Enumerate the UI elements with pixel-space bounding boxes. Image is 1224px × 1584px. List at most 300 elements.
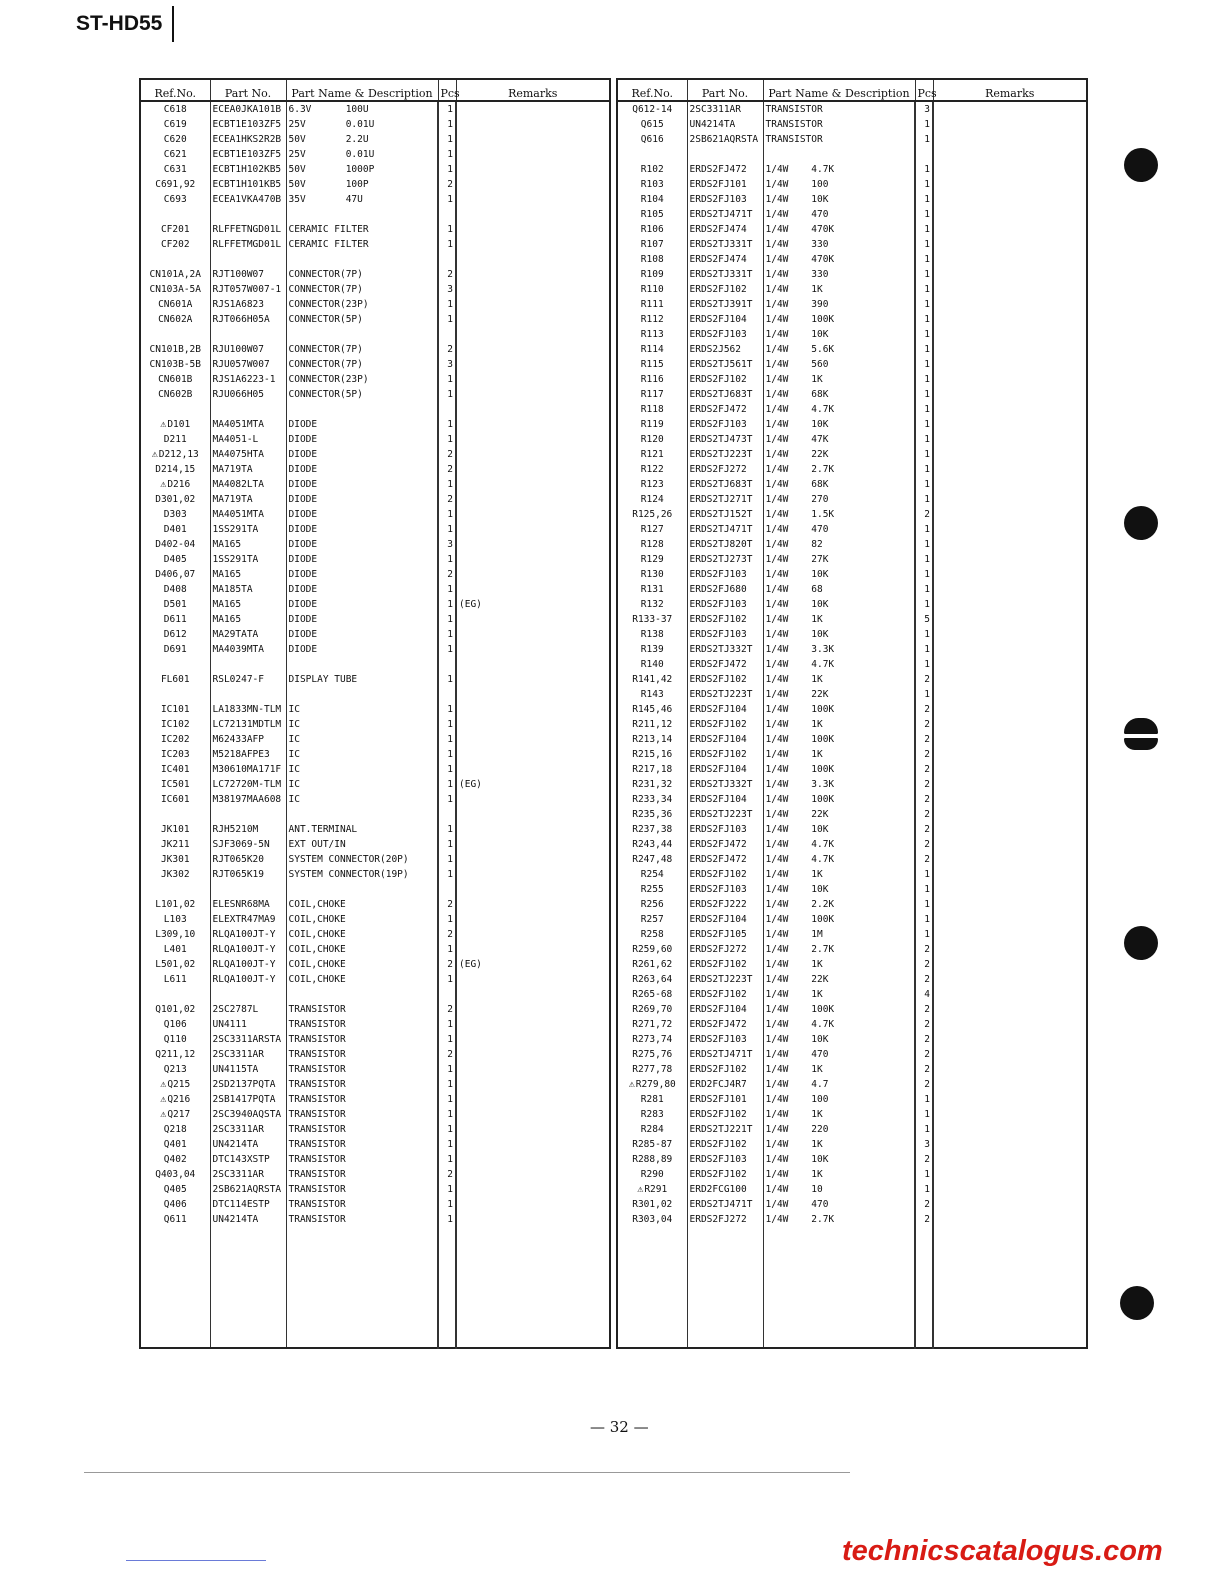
pcs-cell-text: 1	[447, 973, 453, 985]
part-no-cell-text: ERDS2TJ391T	[689, 298, 753, 310]
description-cell	[286, 642, 438, 657]
table-row	[140, 642, 610, 657]
binder-mark-bottom	[1124, 738, 1158, 750]
ref-cell	[140, 147, 210, 162]
part-no-cell-text: ERDS2FJ104	[689, 913, 747, 925]
part-no-cell	[687, 822, 763, 837]
description-cell-text: DIODE	[288, 463, 318, 475]
part-no-cell	[687, 732, 763, 747]
description-cell-text: DIODE	[288, 553, 318, 565]
pcs-cell	[438, 357, 456, 372]
pcs-cell-text: 1	[447, 913, 453, 925]
part-no-cell-text: LA1833MN-TLM	[212, 703, 282, 715]
part-no-cell	[687, 447, 763, 462]
pcs-cell-text: 1	[924, 373, 930, 385]
table-row	[617, 132, 1087, 147]
description-cell-text: IC	[288, 718, 300, 730]
part-no-cell	[210, 972, 286, 987]
description-cell-text: 35V 47U	[288, 193, 363, 205]
pcs-cell	[915, 822, 933, 837]
ref-cell-text: R121	[640, 448, 664, 460]
description-cell-text: COIL,CHOKE	[288, 973, 346, 985]
remarks-cell	[933, 822, 1087, 837]
pcs-cell	[438, 402, 456, 417]
ref-cell	[617, 1032, 687, 1047]
ref-cell-text: CN601B	[158, 373, 193, 385]
description-cell	[763, 477, 915, 492]
part-no-cell	[210, 1002, 286, 1017]
part-no-cell	[687, 177, 763, 192]
pcs-cell-text: 1	[924, 1183, 930, 1195]
description-cell-text: CERAMIC FILTER	[288, 223, 369, 235]
pcs-cell-text: 2	[924, 973, 930, 985]
pcs-cell-text: 2	[924, 1198, 930, 1210]
ref-cell	[140, 477, 210, 492]
ref-cell-text: R124	[640, 493, 664, 505]
description-cell-text: 1/4W 1K	[765, 748, 823, 760]
ref-cell	[617, 117, 687, 132]
pcs-cell	[915, 972, 933, 987]
ref-cell	[140, 207, 210, 222]
ref-cell-text: R116	[640, 373, 664, 385]
ref-cell-text: JK211	[160, 838, 190, 850]
description-cell-text: 1/4W 4.7K	[765, 838, 835, 850]
pcs-cell	[915, 132, 933, 147]
part-no-cell-text: ERDS2FJ101	[689, 1093, 747, 1105]
table-row	[140, 762, 610, 777]
pcs-cell	[438, 207, 456, 222]
safety-warning-icon: ⚠	[160, 1078, 167, 1090]
table-row	[140, 477, 610, 492]
description-cell-text: IC	[288, 733, 300, 745]
ref-cell	[140, 837, 210, 852]
description-cell-text: 25V 0.01U	[288, 148, 375, 160]
pcs-cell-text: 1	[924, 433, 930, 445]
pcs-cell-text: 2	[924, 1048, 930, 1060]
part-no-cell	[210, 117, 286, 132]
pcs-cell	[915, 777, 933, 792]
part-no-cell	[687, 192, 763, 207]
table-row	[140, 222, 610, 237]
ref-cell	[140, 942, 210, 957]
table-row	[140, 1182, 610, 1197]
pcs-cell	[915, 567, 933, 582]
description-cell-text: 1/4W 10K	[765, 883, 829, 895]
description-cell	[763, 237, 915, 252]
remarks-cell	[933, 1212, 1087, 1227]
ref-cell-text: R102	[640, 163, 664, 175]
ref-cell	[617, 1122, 687, 1137]
description-cell	[286, 432, 438, 447]
pcs-cell	[915, 162, 933, 177]
pcs-cell-text: 2	[924, 748, 930, 760]
part-no-cell-text: M62433AFP	[212, 733, 264, 745]
pcs-cell	[438, 927, 456, 942]
part-no-cell	[210, 582, 286, 597]
remarks-cell	[456, 912, 610, 927]
table-row	[617, 972, 1087, 987]
pcs-cell-text: 1	[924, 688, 930, 700]
description-cell	[286, 792, 438, 807]
description-cell-text: CONNECTOR(23P)	[288, 298, 369, 310]
ref-cell	[617, 357, 687, 372]
ref-cell	[617, 1002, 687, 1017]
table-row	[140, 657, 610, 672]
ref-cell	[617, 927, 687, 942]
remarks-cell	[456, 942, 610, 957]
ref-cell-text: Q110	[163, 1033, 187, 1045]
ref-cell	[140, 687, 210, 702]
remarks-cell	[456, 852, 610, 867]
remarks-cell	[456, 1212, 610, 1227]
remarks-cell	[456, 1077, 610, 1092]
description-cell-text: TRANSISTOR	[288, 1108, 346, 1120]
description-cell	[286, 1047, 438, 1062]
part-no-cell	[210, 1032, 286, 1047]
remarks-cell	[933, 447, 1087, 462]
remarks-cell	[933, 222, 1087, 237]
ref-cell	[617, 612, 687, 627]
part-no-cell-text: ERDS2FJ102	[689, 1138, 747, 1150]
pcs-cell	[438, 687, 456, 702]
description-cell	[763, 552, 915, 567]
remarks-cell	[933, 552, 1087, 567]
pcs-cell	[438, 162, 456, 177]
part-no-cell	[687, 852, 763, 867]
table-row	[140, 552, 610, 567]
pcs-cell-text: 1	[447, 763, 453, 775]
table-row	[617, 432, 1087, 447]
ref-cell	[140, 162, 210, 177]
ref-cell-text: Q612-14	[632, 103, 673, 115]
description-cell-text: DIODE	[288, 523, 318, 535]
safety-warning-icon: ⚠	[160, 418, 167, 430]
table-row	[617, 1047, 1087, 1062]
pcs-cell	[438, 1137, 456, 1152]
part-no-cell	[210, 402, 286, 417]
part-no-cell-text: RLFFETMGD01L	[212, 238, 282, 250]
part-no-cell	[687, 402, 763, 417]
table-row	[140, 702, 610, 717]
part-no-cell	[210, 1167, 286, 1182]
ref-cell	[140, 777, 210, 792]
part-no-cell	[687, 1212, 763, 1227]
pcs-cell	[915, 987, 933, 1002]
part-no-cell-text: ERDS2TJ471T	[689, 1048, 753, 1060]
description-cell-text: TRANSISTOR	[288, 1003, 346, 1015]
pcs-cell	[438, 507, 456, 522]
ref-cell-text: R125,26	[632, 508, 673, 520]
pcs-cell-text: 1	[447, 388, 453, 400]
description-cell	[286, 177, 438, 192]
binder-hole-1	[1124, 148, 1158, 182]
description-cell-text: TRANSISTOR	[765, 118, 823, 130]
ref-cell	[140, 612, 210, 627]
ref-cell	[140, 1167, 210, 1182]
pcs-cell-text: 1	[924, 223, 930, 235]
part-no-cell-text: RJT065K19	[212, 868, 264, 880]
ref-cell-text: R215,16	[632, 748, 673, 760]
part-no-cell	[210, 1092, 286, 1107]
part-no-cell	[210, 417, 286, 432]
table-row	[617, 1122, 1087, 1137]
part-no-cell	[210, 642, 286, 657]
pcs-cell	[438, 897, 456, 912]
ref-cell	[140, 567, 210, 582]
table-row	[140, 897, 610, 912]
description-cell	[286, 1122, 438, 1137]
remarks-cell	[456, 372, 610, 387]
description-cell-text: 1/4W 22K	[765, 808, 829, 820]
pcs-cell	[915, 732, 933, 747]
pcs-cell-text: 3	[447, 283, 453, 295]
pcs-cell-text: 1	[924, 328, 930, 340]
part-no-cell	[210, 717, 286, 732]
pcs-cell-text: 2	[447, 928, 453, 940]
ref-cell	[140, 101, 210, 117]
part-no-cell	[687, 147, 763, 162]
table-row	[140, 1137, 610, 1152]
part-no-cell-text: ERDS2FJ474	[689, 223, 747, 235]
description-cell	[763, 537, 915, 552]
part-no-cell	[687, 957, 763, 972]
pcs-cell-text: 2	[447, 268, 453, 280]
part-no-cell	[210, 732, 286, 747]
table-row	[617, 717, 1087, 732]
part-no-cell	[687, 1197, 763, 1212]
description-cell	[763, 372, 915, 387]
pcs-cell-text: 1	[924, 883, 930, 895]
description-cell	[286, 327, 438, 342]
pcs-cell-text: 1	[447, 508, 453, 520]
table-row	[140, 207, 610, 222]
pcs-cell	[438, 177, 456, 192]
ref-cell	[140, 522, 210, 537]
pcs-cell-text: 1	[924, 658, 930, 670]
ref-cell	[140, 417, 210, 432]
remarks-cell	[933, 777, 1087, 792]
ref-cell-text: JK301	[160, 853, 190, 865]
remarks-cell	[456, 101, 610, 117]
ref-cell-text: CN101B,2B	[149, 343, 201, 355]
part-no-cell-text: RJU100W07	[212, 343, 264, 355]
part-no-cell	[687, 1032, 763, 1047]
pcs-cell-text: 2	[924, 718, 930, 730]
pcs-cell	[915, 942, 933, 957]
part-no-cell-text: 2SC3311ARSTA	[212, 1033, 282, 1045]
table-row	[617, 702, 1087, 717]
part-no-cell-text: ERDS2FJ103	[689, 328, 747, 340]
part-no-cell-text: MA4075HTA	[212, 448, 264, 460]
part-no-cell-text: MA719TA	[212, 493, 253, 505]
description-cell	[763, 762, 915, 777]
ref-cell	[140, 237, 210, 252]
part-no-cell	[210, 357, 286, 372]
ref-cell-text: R103	[640, 178, 664, 190]
pcs-cell-text: 2	[924, 1033, 930, 1045]
ref-cell-text: Q218	[163, 1123, 187, 1135]
part-no-cell-text: MA4051-L	[212, 433, 259, 445]
table-row	[140, 597, 610, 612]
ref-cell-text: CN602A	[158, 313, 193, 325]
description-cell	[286, 942, 438, 957]
remarks-cell	[456, 177, 610, 192]
part-no-cell-text: ERDS2FJ103	[689, 628, 747, 640]
part-no-cell-text: DTC143XSTP	[212, 1153, 270, 1165]
table-row	[140, 627, 610, 642]
part-no-cell	[687, 387, 763, 402]
pcs-cell-text: 1	[447, 1108, 453, 1120]
pcs-cell	[438, 657, 456, 672]
description-cell	[763, 777, 915, 792]
ref-cell-text: Q106	[163, 1018, 187, 1030]
description-cell-text: 1/4W 1K	[765, 868, 823, 880]
description-cell	[286, 312, 438, 327]
part-no-cell	[210, 162, 286, 177]
ref-cell-text: Q616	[640, 133, 664, 145]
remarks-cell	[456, 207, 610, 222]
part-no-cell-text: ECEA1VKA470B	[212, 193, 282, 205]
part-no-cell-text: 2SB621AQRSTA	[212, 1183, 282, 1195]
pcs-cell-text: 1	[924, 493, 930, 505]
description-cell	[763, 867, 915, 882]
ref-cell-text: IC601	[160, 793, 190, 805]
table-row	[617, 357, 1087, 372]
ref-cell	[140, 282, 210, 297]
ref-cell-text: Q217	[167, 1108, 191, 1120]
table-row	[617, 117, 1087, 132]
part-no-cell-text: ERDS2FJ103	[689, 568, 747, 580]
pcs-cell-text: 1	[924, 208, 930, 220]
part-no-cell-text: ERDS2FJ472	[689, 163, 747, 175]
table-row	[140, 1227, 610, 1242]
pcs-cell-text: 1	[924, 898, 930, 910]
table-row	[140, 777, 610, 792]
part-no-cell	[210, 567, 286, 582]
remarks-cell	[456, 1092, 610, 1107]
description-cell	[763, 1197, 915, 1212]
pcs-cell-text: 3	[447, 358, 453, 370]
description-cell-text: CONNECTOR(5P)	[288, 313, 363, 325]
table-row	[617, 1182, 1087, 1197]
part-no-cell-text: ERDS2TJ223T	[689, 808, 753, 820]
remarks-cell	[933, 687, 1087, 702]
pcs-cell	[915, 1137, 933, 1152]
part-no-cell	[687, 312, 763, 327]
description-cell-text: 1/4W 2.2K	[765, 898, 835, 910]
pcs-cell	[915, 1167, 933, 1182]
ref-cell-text: R284	[640, 1123, 664, 1135]
description-cell	[286, 822, 438, 837]
part-no-cell-text: RJT057W007-1	[212, 283, 282, 295]
part-no-cell-text: ERDS2FJ104	[689, 703, 747, 715]
table-row	[140, 1092, 610, 1107]
pcs-cell-text: 1	[447, 1018, 453, 1030]
ref-cell-text: R143	[640, 688, 664, 700]
ref-cell	[617, 522, 687, 537]
footer-divider	[84, 1472, 850, 1473]
remarks-cell	[933, 897, 1087, 912]
part-no-cell-text: ERDS2FJ102	[689, 1168, 747, 1180]
ref-cell	[617, 537, 687, 552]
table-row	[140, 927, 610, 942]
ref-cell-text: Q403,04	[155, 1168, 196, 1180]
ref-cell	[617, 1077, 687, 1092]
col-part-name: Part Name & Description	[763, 79, 915, 101]
ref-cell	[140, 267, 210, 282]
remarks-cell	[456, 642, 610, 657]
pcs-cell-text: 3	[924, 1138, 930, 1150]
safety-warning-icon: ⚠	[160, 478, 167, 490]
ref-cell-text: R138	[640, 628, 664, 640]
ref-cell-text: R269,70	[632, 1003, 673, 1015]
part-no-cell	[687, 687, 763, 702]
col-remarks: Remarks	[456, 79, 610, 101]
pcs-cell	[915, 462, 933, 477]
table-row	[617, 732, 1087, 747]
ref-cell	[140, 852, 210, 867]
col-ref-no: Ref.No.	[140, 79, 210, 101]
ref-cell	[617, 267, 687, 282]
pcs-cell	[438, 1152, 456, 1167]
description-cell-text: 1/4W 270	[765, 493, 829, 505]
table-row	[140, 1062, 610, 1077]
part-no-cell-text: ERDS2TJ223T	[689, 688, 753, 700]
ref-cell-text: R115	[640, 358, 664, 370]
ref-cell-text: IC203	[160, 748, 190, 760]
remarks-cell	[456, 1197, 610, 1212]
part-no-cell	[210, 1047, 286, 1062]
remarks-cell	[933, 101, 1087, 117]
ref-cell-text: R113	[640, 328, 664, 340]
ref-cell	[140, 402, 210, 417]
part-no-cell	[210, 942, 286, 957]
description-cell	[286, 972, 438, 987]
description-cell-text: CERAMIC FILTER	[288, 238, 369, 250]
table-row	[140, 1167, 610, 1182]
part-no-cell-text: 2SC3311AR	[689, 103, 741, 115]
part-no-cell	[687, 897, 763, 912]
pcs-cell	[438, 792, 456, 807]
description-cell-text: 1/4W 22K	[765, 688, 829, 700]
part-no-cell-text: ERDS2TJ561T	[689, 358, 753, 370]
remarks-cell	[456, 792, 610, 807]
table-row	[140, 807, 610, 822]
pcs-cell	[438, 1062, 456, 1077]
remarks-cell	[456, 522, 610, 537]
table-row	[140, 132, 610, 147]
remarks-cell	[933, 1077, 1087, 1092]
pcs-cell-text: 1	[447, 703, 453, 715]
pcs-cell-text: 1	[924, 568, 930, 580]
pcs-cell-text: 1	[924, 1093, 930, 1105]
pcs-cell	[438, 777, 456, 792]
description-cell-text: 1/4W 1K	[765, 718, 823, 730]
pcs-cell-text: 1	[447, 193, 453, 205]
pcs-cell-text: 1	[447, 733, 453, 745]
description-cell-text: 1/4W 330	[765, 238, 829, 250]
part-no-cell-text: ERDS2TJ221T	[689, 1123, 753, 1135]
part-no-cell	[210, 207, 286, 222]
parts-table-left	[139, 78, 611, 1349]
ref-cell	[617, 237, 687, 252]
filler-cell	[915, 1242, 933, 1348]
part-no-cell	[687, 267, 763, 282]
filler-cell	[210, 1242, 286, 1348]
part-no-cell	[210, 342, 286, 357]
remarks-cell	[933, 912, 1087, 927]
remarks-cell	[456, 432, 610, 447]
